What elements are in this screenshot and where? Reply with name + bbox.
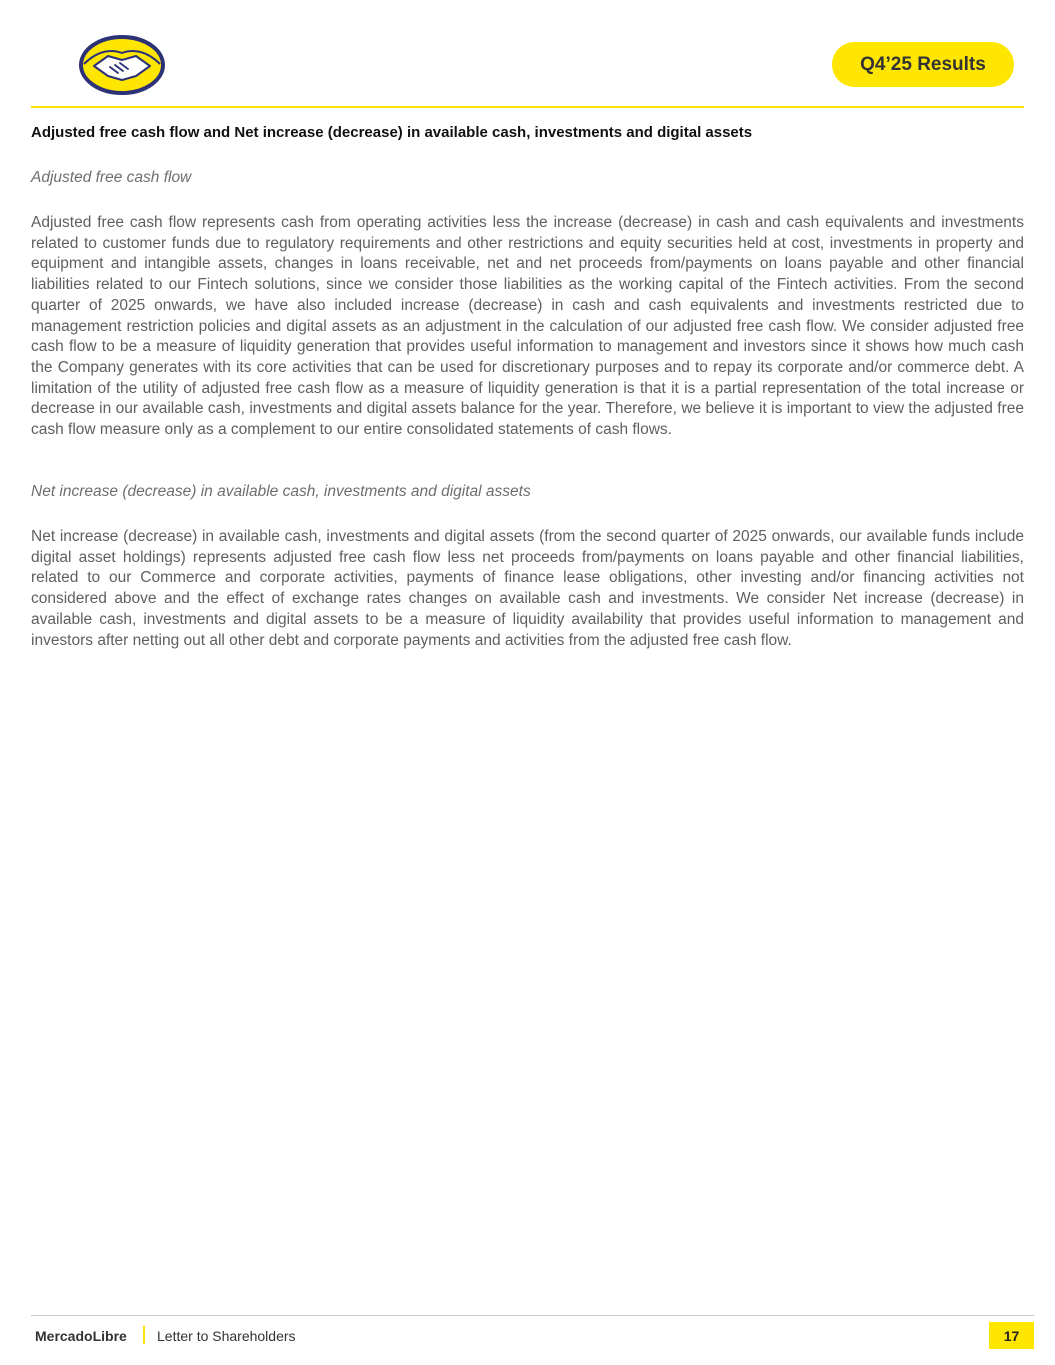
paragraph-adjusted-free-cash-flow: Adjusted free cash flow represents cash from operating activities less the increase (decrease) in cash and cash equivalents and investments related to customer funds due to regulatory requirements and other restrictions and equity securities held at cost, investments in property and equipment and intangible assets, changes in loans receivable, net and net proceeds from/payments on loans payable and other financial liabilities related to our Fintech solutions, since we consider those liabilities as the working capital of the Fintech activities. From the second quarter of 2025 onwards, we have also included increase (decrease) in cash and cash equivalents and investments restricted due to management restriction policies and digital assets as an adjustment in the calculation of our adjusted free cash flow. We consider adjusted free cash flow to be a measure of liquidity generation that provides useful information to management and investors since it shows how much cash the Company generates with its core activities that can be used for discretionary purposes and to repay its corporate and/or commerce debt. A limitation of the utility of adjusted free cash flow as a measure of liquidity generation is that it is a partial representation of the total increase or decrease in our available cash, investments and digital assets balance for the year. Therefore, we believe it is important to view the adjusted free cash flow measure only as a complement to our entire consolidated statements of cash flows. [31,214,1024,439]
page-number: 17 [989,1322,1034,1349]
header-divider [31,106,1024,108]
paragraph-net-increase: Net increase (decrease) in available cash, investments and digital assets (from the second quarter of 2025 onwards, our available funds include digital asset holdings) represents adjusted free cash flow less net proceeds from/payments on loans payable and other financial liabilities, related to our Commerce and corporate activities, payments of finance lease obligations, other investing and/or financing activities not considered above and the effect of exchange rates changes on available cash and investments. We consider Net increase (decrease) in available cash, investments and digital assets to be a measure of liquidity availability that provides useful information to management and investors after netting out all other debt and corporate payments and activities from the adjusted free cash flow. [31,528,1024,649]
section-heading: Adjusted free cash flow and Net increase (decrease) in available cash, investments and digital assets [31,124,753,141]
subsection-title-net-increase: Net increase (decrease) in available cash, investments and digital assets [31,483,531,500]
footer-document-title: Letter to Shareholders [157,1328,296,1344]
report-period-badge: Q4’25 Results [832,42,1014,87]
subsection-title-adjusted-free-cash-flow: Adjusted free cash flow [31,169,192,186]
footer-divider [31,1315,1034,1316]
footer-separator [143,1326,145,1344]
footer-brand: MercadoLibre [35,1328,127,1344]
mercadolibre-logo-icon [78,34,166,96]
